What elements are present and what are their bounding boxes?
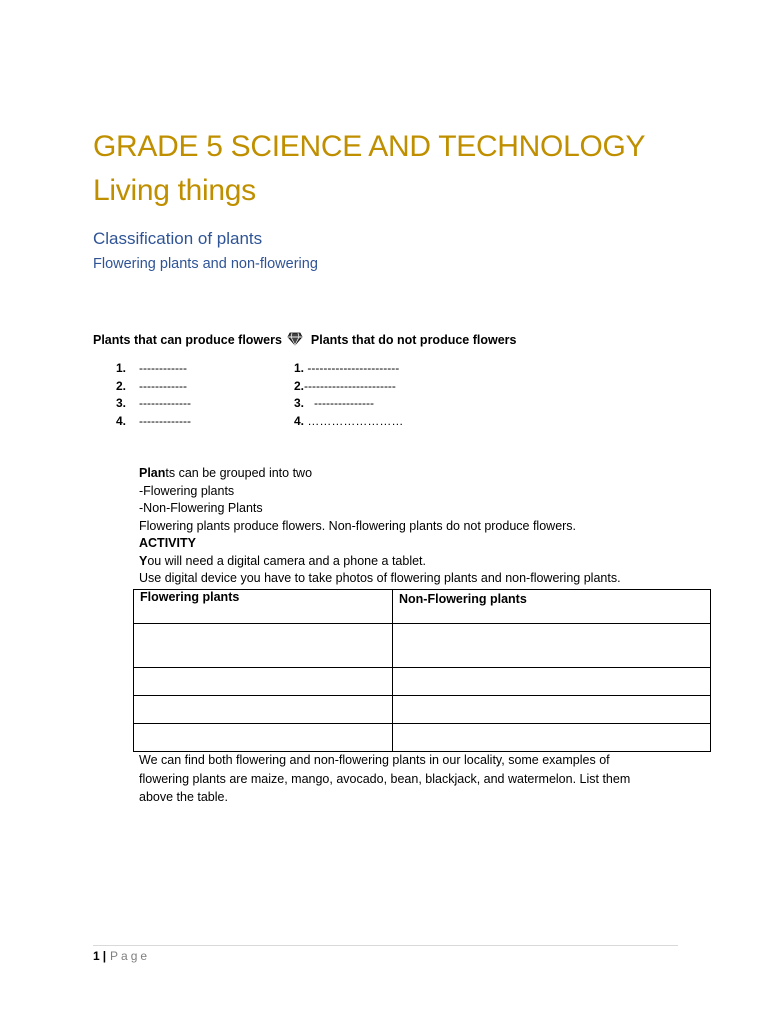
table-row	[134, 696, 711, 724]
flowering-list	[116, 360, 191, 430]
document-title: GRADE 5 SCIENCE AND TECHNOLOGY	[93, 130, 646, 163]
body-line: Flowering plants produce flowers. Non-flowering plants do not produce flowers.	[139, 518, 577, 533]
closing-line: We can find both flowering and non-flowering plants in our locality, some examples of	[139, 753, 610, 767]
non-flowering-heading: Plants that do not produce flowers	[310, 333, 517, 347]
table-cell[interactable]	[393, 696, 711, 724]
flowering-heading: Plants that can produce flowers	[93, 333, 282, 347]
list-item: 4. -------------	[116, 413, 191, 428]
activity-heading: ACTIVITY	[139, 536, 196, 550]
footer-separator: |	[102, 949, 107, 963]
non-flowering-list	[294, 360, 403, 430]
page-label: Page	[110, 949, 151, 963]
closing-line: flowering plants are maize, mango, avocado, bean, blackjack, and watermelon. List them	[139, 771, 631, 786]
list-item: 4. ……………………	[294, 413, 404, 428]
heading-classification: Classification of plants	[93, 229, 263, 248]
diamond-icon	[287, 332, 303, 346]
table-cell[interactable]	[134, 724, 393, 752]
comparison-heading-row	[93, 332, 516, 347]
body-line: Use digital device you have to take photos of flowering plants and non-flowering plants.	[139, 571, 621, 585]
table-row	[134, 624, 711, 668]
body-line: You will need a digital camera and a phone a tablet.	[139, 553, 427, 568]
document-subtitle: Living things	[93, 174, 256, 207]
list-item: 1. -----------------------	[294, 361, 400, 375]
footer-divider	[93, 945, 678, 946]
table-header-row	[134, 590, 711, 624]
page-number: 1	[93, 949, 100, 963]
table-header-non-flowering: Non-Flowering plants	[393, 590, 711, 624]
table-cell[interactable]	[393, 668, 711, 696]
page-footer	[93, 949, 150, 963]
body-line: Plants can be grouped into two	[139, 466, 313, 480]
closing-paragraph	[139, 751, 630, 807]
table-cell[interactable]	[134, 668, 393, 696]
table-header-flowering: Flowering plants	[134, 590, 393, 624]
table-cell[interactable]	[393, 624, 711, 668]
table-row	[134, 668, 711, 696]
closing-line: above the table.	[139, 790, 228, 804]
list-item: 1. ------------	[116, 361, 187, 375]
table-cell[interactable]	[134, 696, 393, 724]
list-item: 2. ------------	[116, 378, 187, 393]
body-paragraphs	[139, 465, 621, 588]
activity-table	[133, 589, 711, 752]
heading-flowering: Flowering plants and non-flowering	[93, 256, 318, 272]
table-cell[interactable]	[393, 724, 711, 752]
table-cell[interactable]	[134, 624, 393, 668]
table-row	[134, 724, 711, 752]
body-line: -Flowering plants	[139, 483, 235, 498]
body-line: -Non-Flowering Plants	[139, 501, 263, 515]
list-item: 2.-----------------------	[294, 378, 396, 393]
list-item: 3. ---------------	[294, 396, 374, 410]
list-item: 3. -------------	[116, 396, 191, 410]
